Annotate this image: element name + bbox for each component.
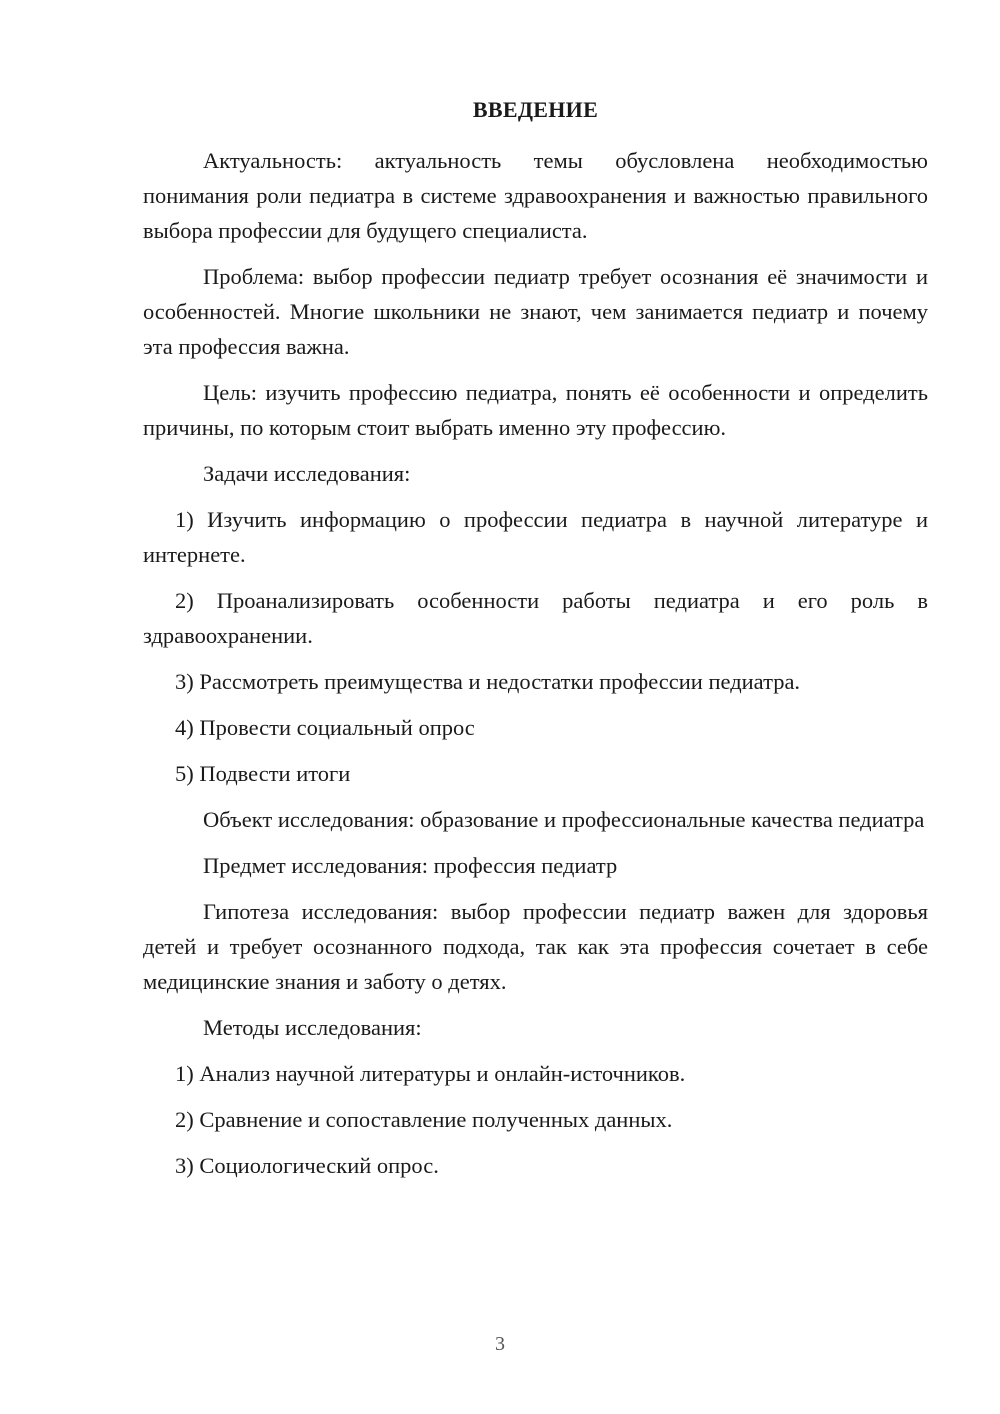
task-item-2: 2) Проанализировать особенности работы педиатра и его роль в здравоохранении. <box>143 588 928 648</box>
page-title: ВВЕДЕНИЕ <box>472 97 599 122</box>
goal-paragraph: Цель: изучить профессию педиатра, понять её особенности и определить причины, по которым стоит выбрать именно эту профессию. <box>143 380 928 440</box>
tasks-heading: Задачи исследования: <box>203 461 411 486</box>
method-item-1: 1) Анализ научной литературы и онлайн-источников. <box>175 1061 686 1086</box>
object-paragraph: Объект исследования: образование и профессиональные качества педиатра <box>203 807 925 832</box>
task-item-4: 4) Провести социальный опрос <box>175 715 475 740</box>
page-number: 3 <box>495 1333 505 1355</box>
methods-heading: Методы исследования: <box>203 1015 422 1040</box>
task-item-3: 3) Рассмотреть преимущества и недостатки профессии педиатра. <box>175 669 801 694</box>
task-item-5: 5) Подвести итоги <box>175 761 351 786</box>
hypothesis-paragraph: Гипотеза исследования: выбор профессии педиатр важен для здоровья детей и требует осознанного подхода, так как эта профессия сочетает в себе медицинские знания и заботу о детях. <box>143 899 928 994</box>
subject-paragraph: Предмет исследования: профессия педиатр <box>203 853 618 878</box>
method-item-3: 3) Социологический опрос. <box>175 1153 439 1178</box>
task-item-1: 1) Изучить информацию о профессии педиатра в научной литературе и интернете. <box>143 507 928 567</box>
document-page <box>143 95 928 1194</box>
problem-paragraph: Проблема: выбор профессии педиатр требует осознания её значимости и особенностей. Многие школьники не знают, чем занимается педиатр и почему эта профессия важна. <box>143 264 928 359</box>
method-item-2: 2) Сравнение и сопоставление полученных данных. <box>175 1107 673 1132</box>
relevance-paragraph: Актуальность: актуальность темы обусловлена необходимостью понимания роли педиатра в системе здравоохранения и важностью правильного выбора профессии для будущего специалиста. <box>143 148 928 243</box>
